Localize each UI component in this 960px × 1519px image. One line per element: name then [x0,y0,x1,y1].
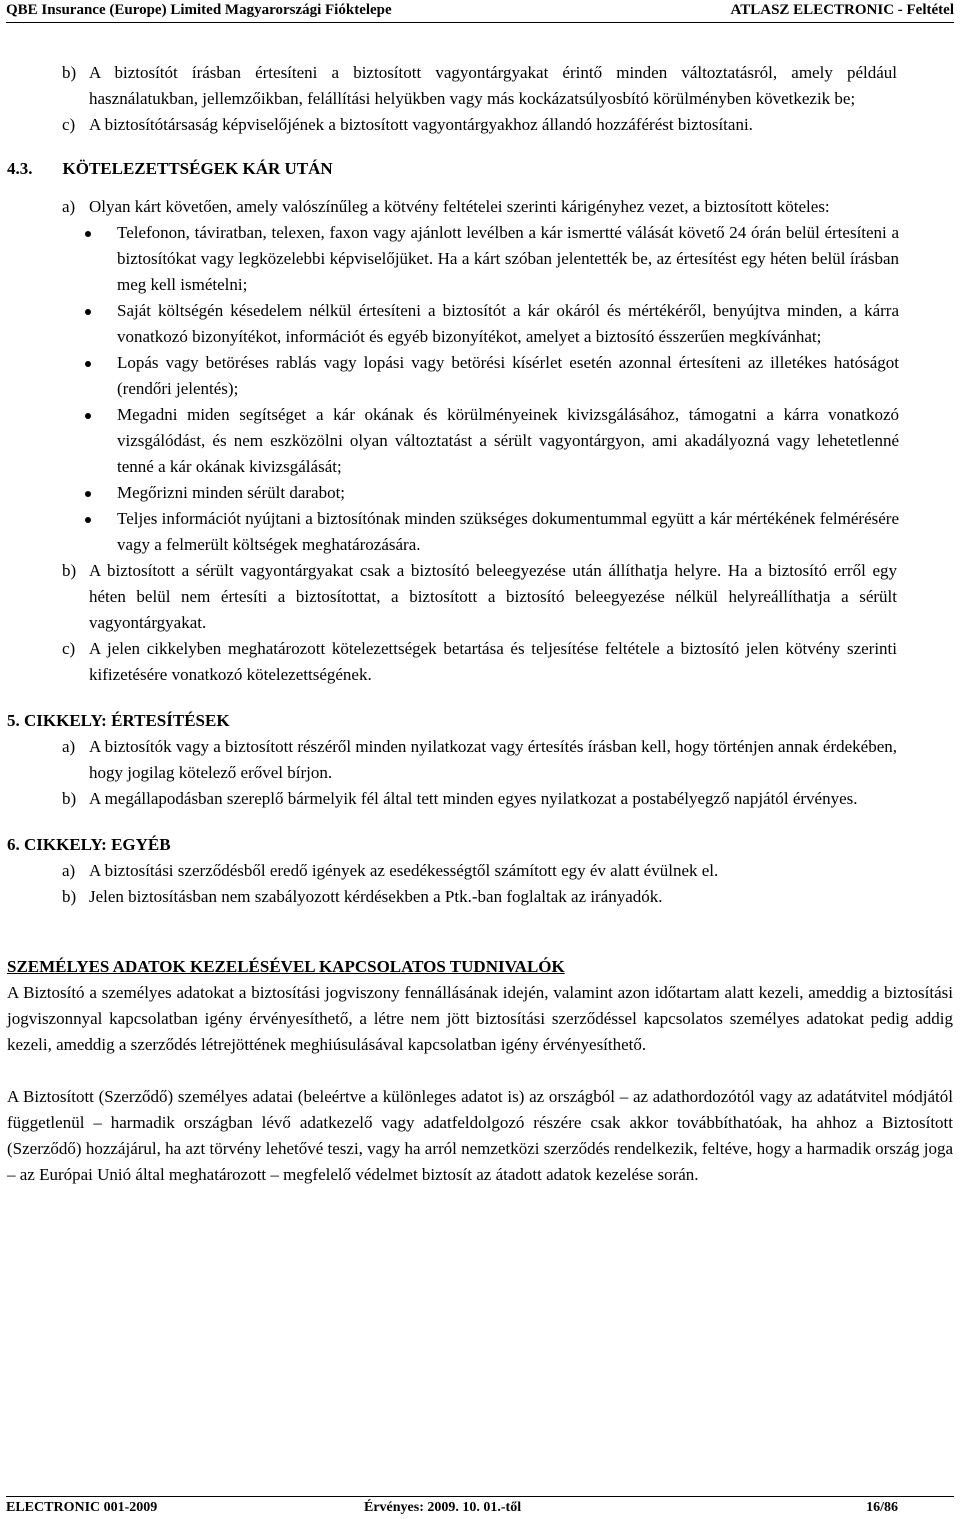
header-company: QBE Insurance (Europe) Limited Magyarországi Fióktelepe [6,2,392,18]
list-item-a [62,194,897,220]
item-text: A biztosítási szerződésből eredő igények az esedékességtől számított egy év alatt évülnek el. [89,861,719,880]
section-heading-6: 6. CIKKELY: EGYÉB [7,835,171,854]
privacy-heading: SZEMÉLYES ADATOK KEZELÉSÉVEL KAPCSOLATOS TUDNIVALÓK [7,957,565,976]
item-text: A jelen cikkelyben meghatározott kötelezettségek betartása és teljesítése feltétele a biztosító jelen kötvény szerinti kifizetésére vonatkozó kötelezettségének. [89,639,897,684]
list-item-a [62,734,897,786]
section-title: KÖTELEZETTSÉGEK KÁR UTÁN [62,159,333,178]
list-item-c [62,112,897,138]
bullet-item [117,480,899,506]
bullet-text: Megőrizni minden sérült darabot; [117,483,346,502]
bullet-item [117,350,899,402]
section-heading-4-3 [7,156,960,182]
footer-document-id: ELECTRONIC 001-2009 [6,1500,158,1515]
bullet-item [117,506,899,558]
page-header [6,0,954,22]
item-text: Olyan kárt követően, amely valószínűleg a kötvény feltételei szerinti kárigényhez vezet, a biztosított köteles: [89,197,830,216]
section-number: 4.3. [7,159,33,178]
list-item-b [62,884,897,910]
item-text: A biztosítók vagy a biztosított részéről minden nyilatkozat vagy értesítés írásban kell, hogy történjen annak érdekében, hogy jogilag kötelező erővel bírjon. [89,737,897,782]
bullet-icon [85,361,91,367]
section-heading-5: 5. CIKKELY: ÉRTESÍTÉSEK [7,711,230,730]
item-label: b) [62,561,77,580]
bullet-icon [85,231,91,237]
bullet-text: Teljes információt nyújtani a biztosítónak minden szükséges dokumentummal együtt a kár mértékének felmérésére vagy a felmerült költségek meghatározására. [117,509,899,554]
list-item-b [62,786,897,812]
list-item-b [62,60,897,112]
bullet-item [117,402,899,480]
footer-validity: Érvényes: 2009. 10. 01.-től [364,1500,522,1515]
bullet-icon [85,491,91,497]
item-label: a) [62,197,76,216]
bullet-item [117,298,899,350]
bullet-icon [85,309,91,315]
bullet-text: Telefonon, táviratban, telexen, faxon vagy ajánlott levélben a kár ismertté válását követő 24 órán belül értesíteni a biztosítókat vagy legközelebbi képviselőjüket. Ha a kárt szóban jelentették be, az értesítést egy héten belül írásban meg kell ismételni; [117,223,899,294]
item-text: A biztosítótársaság képviselőjének a biztosított vagyontárgyakhoz állandó hozzáférést biztosítani. [89,115,753,134]
bullet-text: Lopás vagy betöréses rablás vagy lopási vagy betörési kísérlet esetén azonnal értesíteni az illetékes hatóságot (rendőri jelentés); [117,353,899,398]
bullet-text: Megadni miden segítséget a kár okának és körülményeinek kivizsgálásához, támogatni a kárra vonatkozó vizsgálódást, és nem eszközölni olyan változtatást a sérült vagyontárgyon, ami akadályozná vagy lehetetlenné tenné a kár okának kivizsgálását; [117,405,899,476]
bullet-icon [85,517,91,523]
item-text: A biztosítót írásban értesíteni a biztosított vagyontárgyakat érintő minden változtatásról, amely például használatukban, jellemzőikban, felállítási helyükben vagy más kockázatsúlyosbító körülményben következik be; [89,63,897,108]
footer-rule [6,1496,954,1497]
list-item-c [62,636,897,688]
list-item-b [62,558,897,636]
item-label: a) [62,861,76,880]
document-body [0,60,960,1188]
item-label: b) [62,63,77,82]
item-label: c) [62,115,76,134]
item-label: b) [62,887,77,906]
bullet-icon [85,413,91,419]
page-footer [6,1499,954,1517]
item-label: a) [62,737,76,756]
bullet-text: Saját költségén késedelem nélkül értesíteni a biztosítót a kár okáról és mértékéről, benyújtva minden, a kárra vonatkozó bizonyítékot, információt és egyéb bizonyítékot, amelyet a biztosító ésszerűen megkívánhat; [117,301,899,346]
item-label: c) [62,639,76,658]
header-rule [6,22,954,23]
item-text: A biztosított a sérült vagyontárgyakat csak a biztosító beleegyezése után állíthatja helyre. Ha a biztosító erről egy héten belül nem értesíti a biztosítottat, a biztosított a biztosító beleegyezése nélkül helyreállíthatja a sérült vagyontárgyakat. [89,561,897,632]
item-text: A megállapodásban szereplő bármelyik fél által tett minden egyes nyilatkozat a postabélyegző napjától érvényes. [89,789,858,808]
item-text: Jelen biztosításban nem szabályozott kérdésekben a Ptk.-ban foglaltak az irányadók. [89,887,663,906]
bullet-item [117,220,899,298]
list-item-a [62,858,897,884]
item-label: b) [62,789,77,808]
privacy-paragraph-1: A Biztosító a személyes adatokat a biztosítási jogviszony fennállásának idején, valamint azon időtartam alatt kezeli, ameddig a biztosítási jogviszonnyal kapcsolatban igény érvényesíthető, a létre nem jött biztosítási szerződéssel kapcsolatos személyes adatokat pedig addig kezeli, ameddig a szerződés létrejöttének meghiúsulásával kapcsolatban igény érvényesíthető. [7,983,953,1054]
footer-page-number: 16/86 [866,1500,898,1515]
privacy-paragraph-2: A Biztosított (Szerződő) személyes adatai (beleértve a különleges adatot is) az országból – az adathordozótól vagy az adatátvitel módjától függetlenül – harmadik országban lévő adatkezelő vagy adatfeldolgozó részére csak akkor továbbíthatóak, ha ahhoz a Biztosított (Szerződő) hozzájárul, ha azt törvény lehetővé teszi, vagy ha arról nemzetközi szerződés rendelkezik, feltéve, hogy a harmadik ország joga – az Európai Unió által meghatározott – megfelelő védelmet biztosít az átadott adatok kezelése során. [7,1087,953,1184]
header-document-title: ATLASZ ELECTRONIC - Feltétel [730,2,954,18]
